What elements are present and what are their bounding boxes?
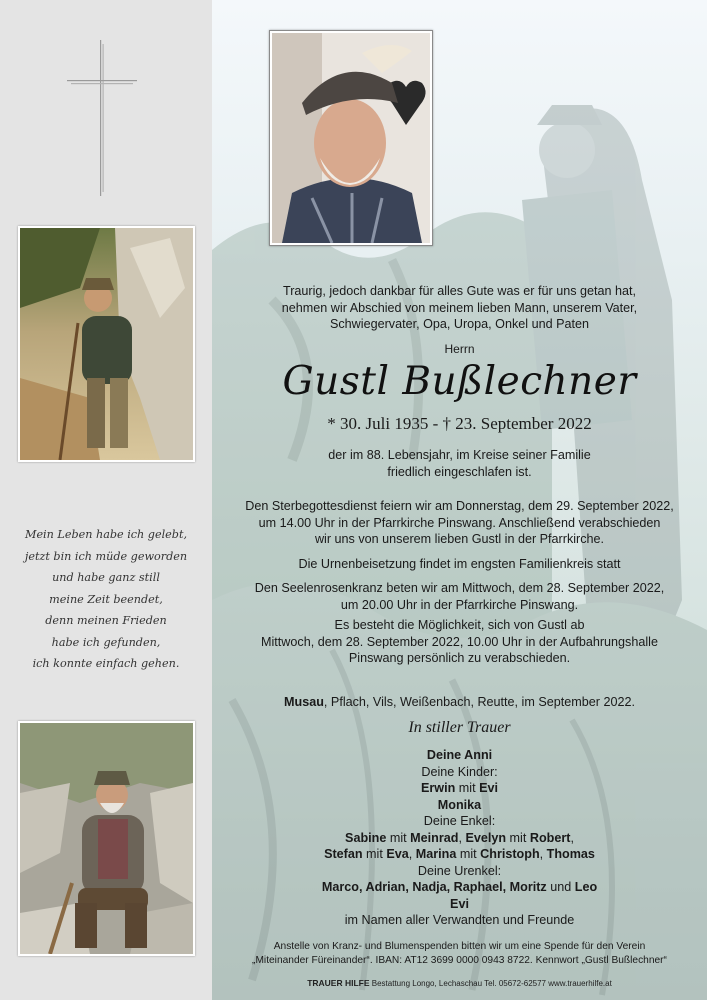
intro-text [212,283,707,333]
grandchild-name: Stefan [324,847,363,861]
grandchild-name: Thomas [546,847,595,861]
grandchildren-row [212,846,707,863]
funeral-text [212,498,707,548]
grandchild-name: Marina [415,847,457,861]
funeral-line: wir uns von unserem lieben Gustl in der Pfarrkirche. [314,532,605,546]
separator: , [570,830,574,845]
deceased-name: Gustl Bußlechner [282,359,637,404]
donation-line: „Miteinander Füreinander“. IBAN: AT12 3699 0000 0943 8722. Kennwort „Gustl Bußlechner“ [252,955,667,966]
passing-line: friedlich eingeschlafen ist. [387,464,532,479]
relatives-line: im Namen aller Verwandten und Freunde [344,913,575,927]
great-grandchildren-list: Marco, Adrian, Nadja, Raphael, Moritz [321,880,547,894]
grandchild-name: Evelyn [465,830,507,845]
poem-line: Mein Leben habe ich gelebt, [24,528,188,541]
grandchildren-label: Deine Enkel: [423,814,496,828]
brand-name: TRAUER HILFE [307,978,370,988]
cross-icon [67,40,137,196]
passing-text [212,447,707,480]
poem [10,524,202,675]
intro-line: Traurig, jedoch dankbar für alles Gute was er für uns getan hat, [282,284,637,298]
child-partner: Evi [479,781,498,795]
connector: mit [506,830,530,845]
separator: , [458,830,466,845]
grandchildren-row [212,830,707,847]
grandchild-name: Sabine [345,830,387,845]
place-bold: Musau [284,695,324,709]
poem-line: ich konnte einfach gehen. [32,657,180,670]
great-grandchildren-row [212,879,707,896]
poem-line: denn meinen Frieden [45,614,167,627]
life-dates: * 30. Juli 1935 - † 23. September 2022 [327,414,592,433]
place-date [212,694,707,711]
funeral-home-footer [212,978,707,988]
donation-notice [212,940,707,968]
poem-line: jetzt bin ich müde geworden [24,549,188,563]
funeral-line: um 14.00 Uhr in der Pfarrkirche Pinswang. Anschließend verabschieden [258,515,661,530]
viewing-line: Mittwoch, dem 28. September 2022, 10.00 Uhr in der Aufbahrungshalle [261,634,658,649]
left-sidebar [0,0,212,1000]
wife: Deine Anni [426,748,493,762]
rosary-line: um 20.00 Uhr in der Pfarrkirche Pinswang. [340,597,579,612]
child-name: Erwin [421,781,456,795]
grandchild-partner: Robert [529,830,571,845]
poem-line: meine Zeit beendet, [49,592,163,606]
viewing-line: Pinswang persönlich zu verabschieden. [348,651,571,665]
passing-line: der im 88. Lebensjahr, im Kreise seiner Familie [328,448,591,462]
separator: , [539,847,547,861]
rosary-text [212,580,707,613]
connector: mit [456,847,481,861]
donation-line: Anstelle von Kranz- und Blumenspenden bitten wir um eine Spende für den Verein [273,941,646,952]
intro-line: nehmen wir Abschied von meinem lieben Mann, unserem Vater, [281,300,638,315]
poem-line: und habe ganz still [52,571,160,584]
urn-text: Die Urnenbeisetzung findet im engsten Familienkreis statt [298,557,621,571]
connector: mit [455,781,480,795]
children-label: Deine Kinder: [421,764,498,779]
intro-line: Schwiegervater, Opa, Uropa, Onkel und Paten [329,317,590,331]
mourning-title: In stiller Trauer [408,719,511,736]
viewing-line: Es besteht die Möglichkeit, sich von Gustl ab [334,618,585,632]
brand-details: Bestattung Longo, Lechaschau Tel. 05672-62577 www.trauerhilfe.at [369,979,612,988]
great-grandchildren-label: Deine Urenkel: [417,863,502,878]
poem-line: habe ich gefunden, [51,635,161,649]
grandchild-partner: Eva [386,847,409,861]
grandchild-partner: Meinrad [410,830,459,845]
separator: , [408,847,416,861]
obituary-text [212,0,707,1000]
great-grandchild-name: Evi [450,896,469,911]
child-name: Monika [437,797,482,812]
grandchild-partner: Christoph [480,847,540,861]
rosary-line: Den Seelenrosenkranz beten wir am Mittwoch, dem 28. September 2022, [254,581,665,595]
connector: mit [386,830,411,845]
salutation: Herrn [444,342,475,356]
connector: und [546,880,575,894]
connector: mit [362,847,387,861]
place-rest: , Pflach, Vils, Weißenbach, Reutte, im September 2022. [323,695,635,709]
viewing-text [212,617,707,667]
great-grandchild-name: Leo [574,880,598,894]
children-row [212,780,707,797]
funeral-line: Den Sterbegottesdienst feiern wir am Donnerstag, dem 29. September 2022, [245,499,674,513]
hiking-photo [18,226,195,462]
mourners [212,747,707,929]
sitting-photo [18,721,195,956]
